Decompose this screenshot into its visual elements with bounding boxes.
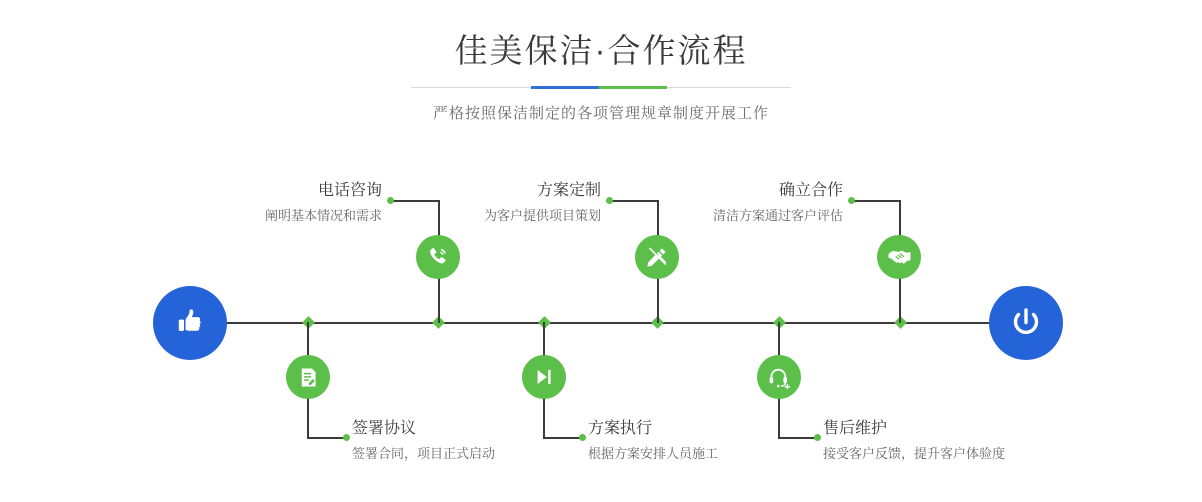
step-desc-5: 清洁方案通过客户评估: [712, 208, 843, 223]
branch-connector-step-6: [778, 437, 816, 439]
step-title-5: 确立合作: [778, 182, 843, 199]
divider-accent-blue: [531, 86, 599, 89]
pen-ruler-icon: [645, 245, 669, 269]
branch-connector-step-2: [307, 437, 345, 439]
step-icon-4: [522, 355, 566, 399]
phone-ring-icon: [426, 245, 450, 269]
branch-dot-step-5: [848, 197, 855, 204]
power-icon: [1007, 304, 1045, 342]
headset-support-icon: [767, 365, 791, 389]
step-label-6: [823, 418, 1173, 464]
thumbs-up-icon: [172, 305, 208, 341]
timeline-end-badge: [989, 286, 1063, 360]
step-icon-6: [757, 355, 801, 399]
page-title: 佳美保洁·合作流程: [454, 32, 748, 69]
handshake-icon: [887, 245, 912, 270]
branch-dot-step-6: [814, 434, 821, 441]
step-title-4: 方案执行: [588, 420, 653, 437]
branch-connector-step-5: [853, 200, 901, 202]
step-icon-1: [416, 235, 460, 279]
branch-connector-step-4: [543, 437, 581, 439]
step-icon-2: [286, 355, 330, 399]
step-desc-6: 接受客户反馈，提升客户体验度: [823, 446, 1006, 461]
step-desc-2: 签署合同，项目正式启动: [352, 446, 496, 461]
branch-dot-step-4: [579, 434, 586, 441]
timeline-axis: [155, 322, 1047, 324]
step-title-6: 售后维护: [823, 420, 888, 437]
timeline: [0, 170, 1202, 502]
document-edit-icon: [297, 366, 320, 389]
step-desc-4: 根据方案安排人员施工: [588, 446, 719, 461]
step-title-1: 电话咨询: [317, 182, 382, 199]
branch-dot-step-2: [343, 434, 350, 441]
step-icon-3: [635, 235, 679, 279]
page-subtitle: 严格按照保洁制定的各项管理规章制度开展工作: [432, 105, 769, 122]
header: [0, 28, 1202, 123]
step-desc-1: 阐明基本情况和需求: [264, 208, 382, 223]
step-label-5: [548, 180, 843, 226]
play-forward-icon: [533, 366, 555, 388]
timeline-start-badge: [153, 286, 227, 360]
title-divider: [411, 86, 791, 89]
divider-accent-green: [599, 86, 667, 89]
step-title-2: 签署协议: [352, 420, 417, 437]
step-title-3: 方案定制: [536, 182, 601, 199]
step-icon-5: [877, 235, 921, 279]
step-desc-3: 为客户提供项目策划: [483, 208, 601, 223]
